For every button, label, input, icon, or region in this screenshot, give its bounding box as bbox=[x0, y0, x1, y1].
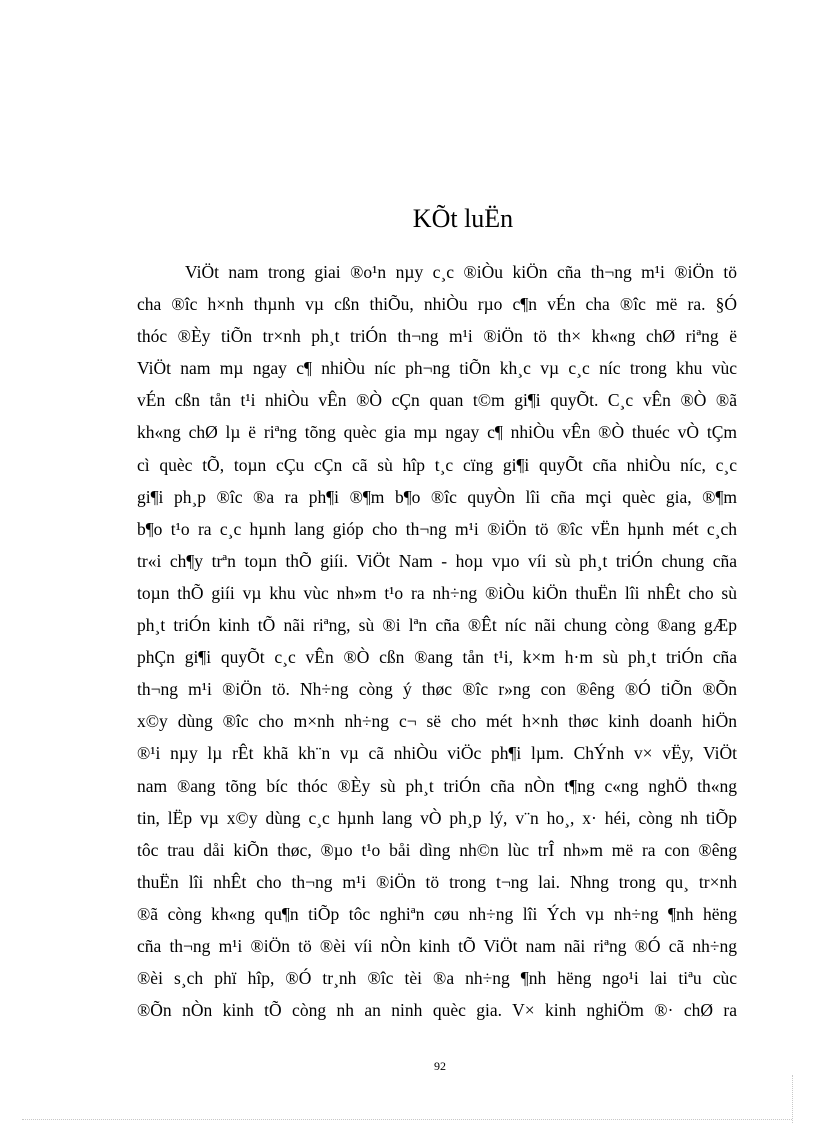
text-line: vÉn cßn tån t¹i nhiÒu vÊn ®Ò cÇn quan t©m gi¶i quyÕt. C¸c vÊn ®Ò ®ã bbox=[137, 390, 737, 411]
text-line: cña th¬ng m¹i ®iÖn tö ®èi víi nÒn kinh tÕ ViÖt nam nãi riªng ®Ó cã nh÷ng bbox=[137, 935, 737, 956]
text-line: b¶o t¹o ra c¸c hµnh lang gióp cho th¬ng m¹i ®iÖn tö ®îc vËn hµnh mét c¸ch bbox=[137, 518, 737, 539]
text-line: ®èi s¸ch phï hîp, ®Ó tr¸nh ®îc tèi ®a nh÷ng ¶nh hëng ngo¹i lai tiªu cùc bbox=[137, 968, 737, 989]
text-line: ®Õn nÒn kinh tÕ còng nh an ninh quèc gia. V× kinh nghiÖm ®· chØ ra bbox=[137, 1000, 737, 1021]
text-line: ®¹i nµy lµ rÊt khã kh¨n vµ cã nhiÒu viÖc ph¶i lµm. ChÝnh v× vËy, ViÖt bbox=[137, 743, 737, 764]
page-number: 92 bbox=[434, 1059, 446, 1073]
text-line: cha ®îc h×nh thµnh vµ cßn thiÕu, nhiÒu rµo c¶n vÉn cha ®îc më ra. §Ó bbox=[137, 294, 737, 315]
text-line: gi¶i ph¸p ®îc ®a ra ph¶i ®¶m b¶o ®îc quyÒn lîi cña mçi quèc gia, ®¶m bbox=[137, 486, 737, 507]
text-line: nam ®ang tõng bíc thóc ®Èy sù ph¸t triÓn cña nÒn t¶ng c«ng nghÖ th«ng bbox=[137, 775, 737, 796]
text-line: th¬ng m¹i ®iÖn tö. Nh÷ng còng ý thøc ®îc r»ng con ®êng ®Ó tiÕn ®Õn bbox=[137, 679, 737, 700]
text-line: phÇn gi¶i quyÕt c¸c vÊn ®Ò cßn ®ang tån t¹i, k×m h·m sù ph¸t triÓn cña bbox=[137, 647, 737, 668]
text-line: ViÖt nam trong giai ®o¹n nµy c¸c ®iÒu kiÖn cña th¬ng m¹i ®iÖn tö bbox=[185, 262, 737, 282]
page-title: KÕt luËn bbox=[412, 204, 514, 233]
text-line: thuËn lîi nhÊt cho th¬ng m¹i ®iÖn tö trong t¬ng lai. Nhng trong qu¸ tr×nh bbox=[137, 871, 737, 892]
page-side-rule bbox=[792, 1075, 793, 1123]
text-line: cì quèc tÕ, toµn cÇu cÇn cã sù hîp t¸c cïng gi¶i quyÕt cña nhiÒu níc, c¸c bbox=[137, 454, 737, 475]
text-line: thóc ®Èy tiÕn tr×nh ph¸t triÓn th¬ng m¹i ®iÖn tö th× kh«ng chØ riªng ë bbox=[137, 326, 737, 347]
text-line: toµn thÕ giíi vµ khu vùc nh»m t¹o ra nh÷ng ®iÒu kiÖn thuËn lîi nhÊt cho sù bbox=[137, 582, 737, 603]
text-line: tr«i ch¶y trªn toµn thÕ giíi. ViÖt Nam - hoµ vµo víi sù ph¸t triÓn chung cña bbox=[137, 550, 737, 571]
text-line: ®ã còng kh«ng qu¶n tiÕp tôc nghiªn cøu nh÷ng lîi Ých vµ nh÷ng ¶nh hëng bbox=[137, 903, 737, 924]
text-line: tôc trau dåi kiÕn thøc, ®µo t¹o båi dìng nh©n lùc trÎ nh»m më ra con ®êng bbox=[137, 839, 737, 860]
text-line: tin, lËp vµ x©y dùng c¸c hµnh lang vÒ ph¸p lý, v¨n ho¸, x· héi, còng nh tiÕp bbox=[137, 807, 737, 828]
body-paragraph bbox=[137, 256, 737, 1026]
text-line: ViÖt nam mµ ngay c¶ nhiÒu níc ph¬ng tiÕn kh¸c vµ c¸c níc trong khu vùc bbox=[137, 358, 737, 379]
text-line: ph¸t triÓn kinh tÕ nãi riªng, sù ®i lªn cña ®Êt níc nãi chung còng ®ang gÆp bbox=[137, 615, 737, 636]
text-line: x©y dùng ®îc cho m×nh nh÷ng c¬ së cho mét h×nh thøc kinh doanh hiÖn bbox=[137, 711, 737, 732]
page-bottom-rule bbox=[22, 1119, 792, 1120]
text-line: kh«ng chØ lµ ë riªng tõng quèc gia mµ ngay c¶ nhiÒu vÊn ®Ò thuéc vÒ tÇm bbox=[137, 422, 737, 443]
